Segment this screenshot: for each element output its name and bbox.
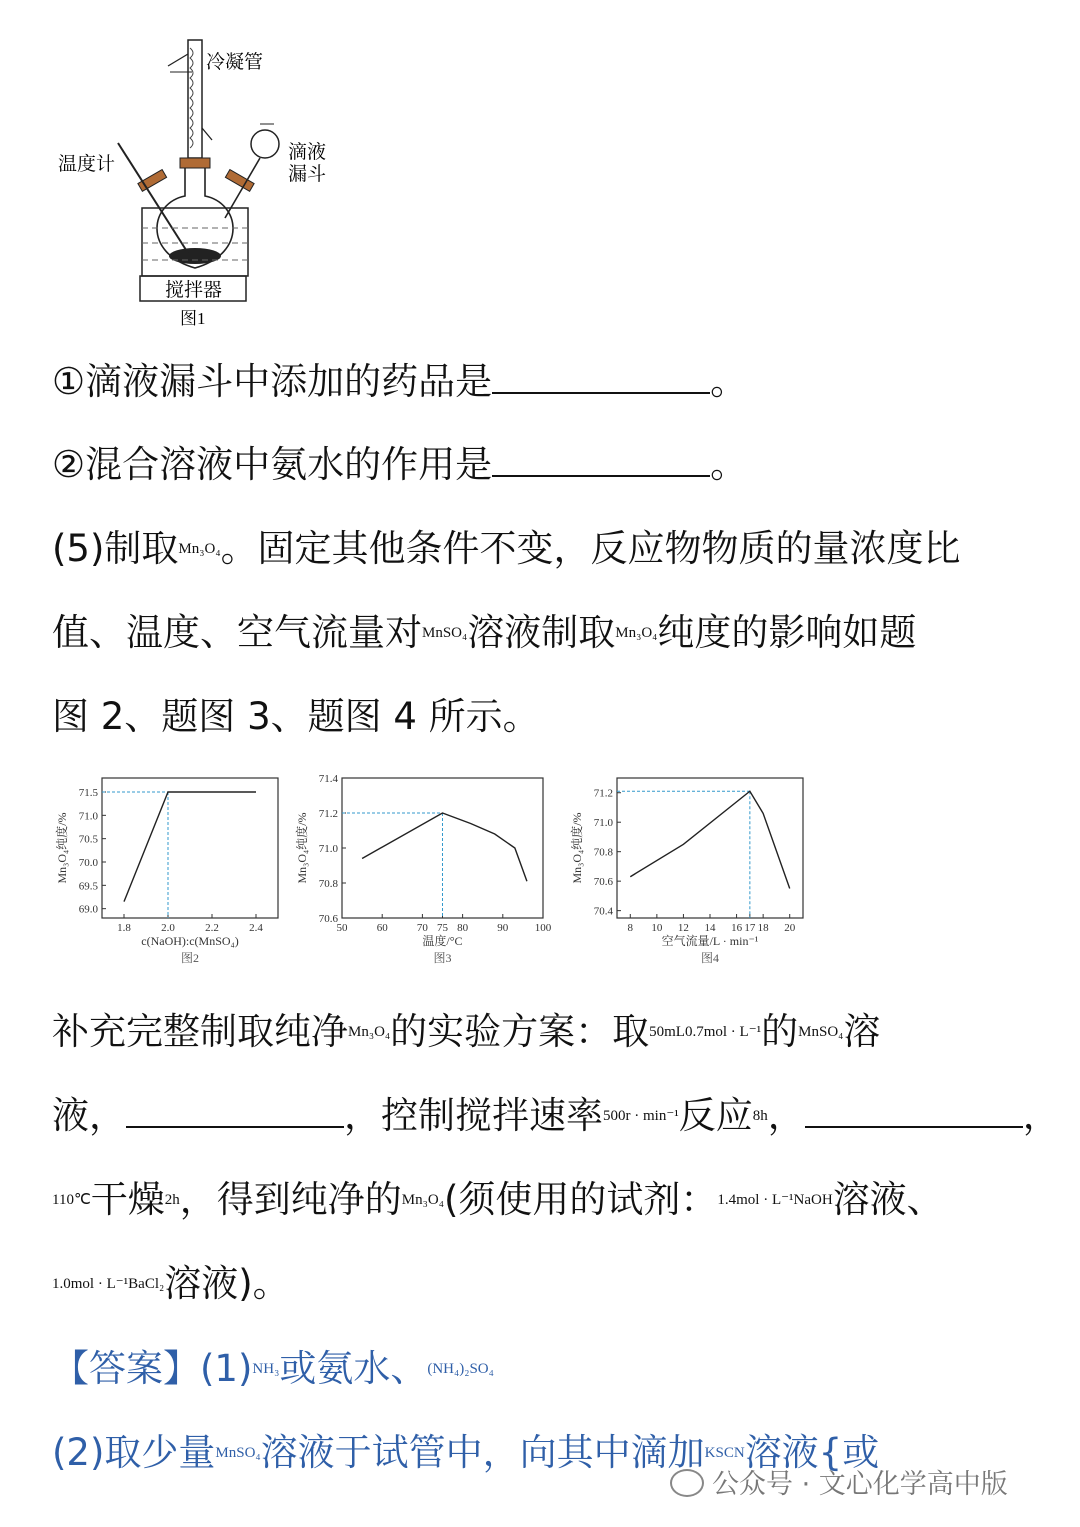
x-axis-label: 温度/°C <box>422 934 463 948</box>
x-tick-label: 20 <box>784 922 796 934</box>
x-tick-label: 100 <box>534 922 552 934</box>
q5-text: 溶液制取 <box>467 611 616 654</box>
q1-answer-blank <box>492 362 710 394</box>
watermark-text: 公众号 · 文心化学高中版 <box>712 1469 1008 1500</box>
funnel-label-2: 漏斗 <box>288 164 327 185</box>
figure-1-caption: 图1 <box>180 309 206 328</box>
formula-mn3o4: Mn₃O₄ <box>401 1192 444 1208</box>
y-tick-label: 70.6 <box>593 876 613 889</box>
dry-time: 2h <box>164 1192 180 1208</box>
x-axis-label: c(NaOH):c(MnSO₄) <box>141 934 239 948</box>
x-tick-label: 80 <box>457 922 469 934</box>
q1-text: ①滴液漏斗中添加的药品是 <box>52 360 493 403</box>
y-tick-label: 71.0 <box>318 843 338 855</box>
q5-line-3 <box>52 695 540 739</box>
q2-text: ②混合溶液中氨水的作用是 <box>52 443 493 486</box>
plan-text: ， <box>767 1094 805 1137</box>
plan-text: ，得到纯净的 <box>179 1178 402 1221</box>
x-tick-label: 75 <box>437 922 448 934</box>
data-series-line <box>630 791 789 888</box>
x-tick-label: 2.4 <box>249 922 263 934</box>
chart-figure-4 <box>565 770 815 970</box>
answer-text: 溶液{或 <box>744 1431 880 1474</box>
answer-text: 溶液于试管中，向其中滴加 <box>260 1431 705 1474</box>
plan-text: (须使用的试剂： <box>443 1178 718 1221</box>
plan-text: 溶液)。 <box>164 1262 290 1305</box>
x-tick-label: 90 <box>497 922 509 934</box>
answer-label: 【答案】(1) <box>52 1347 253 1390</box>
x-tick-label: 60 <box>376 922 388 934</box>
y-tick-label: 71.0 <box>78 810 98 823</box>
reagent-naoh: 1.4mol · L⁻¹NaOH <box>717 1192 833 1208</box>
formula-ammonium-sulfate: (NH₄)₂SO₄ <box>427 1361 494 1377</box>
thermometer-label: 温度计 <box>58 154 116 175</box>
chart-caption: 图2 <box>180 951 200 965</box>
y-tick-label: 70.8 <box>593 846 613 859</box>
x-tick-label: 10 <box>651 922 663 934</box>
watermark <box>670 1462 1008 1501</box>
y-tick-label: 69.0 <box>78 903 98 916</box>
x-tick-label: 17 <box>744 922 756 934</box>
plan-text: ，控制搅拌速率 <box>344 1094 603 1137</box>
plan-line-2 <box>52 1094 1060 1138</box>
chart-caption: 图3 <box>433 951 452 965</box>
q5-text: 。固定其他条件不变，反应物物质的量浓度比 <box>220 527 961 570</box>
plan-text: 的实验方案：取 <box>390 1010 650 1053</box>
formula-kscn: KSCN <box>704 1445 745 1461</box>
plan-blank-2 <box>805 1096 1023 1128</box>
q5-line-2 <box>52 611 916 655</box>
plan-line-3 <box>52 1178 944 1222</box>
y-tick-label: 71.2 <box>318 808 338 820</box>
stirrer-label: 搅拌器 <box>165 280 223 301</box>
chart-figure-3 <box>290 770 555 970</box>
question-2 <box>52 443 747 487</box>
y-tick-label: 71.4 <box>318 773 338 785</box>
reaction-time: 8h <box>752 1108 768 1124</box>
answer-text: (2)取少量 <box>52 1431 216 1474</box>
answer-text: 或氨水、 <box>279 1347 428 1390</box>
x-tick-label: 18 <box>757 922 769 934</box>
q5-text: 图 2、题图 3、题图 4 所示。 <box>52 695 540 738</box>
chart-figure-2 <box>50 770 290 970</box>
q5-text: (5)制取 <box>52 527 179 570</box>
y-tick-label: 70.4 <box>593 905 613 918</box>
y-tick-label: 71.2 <box>593 787 613 800</box>
q5-text: 值、温度、空气流量对 <box>52 611 422 654</box>
plan-text: 溶液、 <box>832 1178 944 1221</box>
condenser-label: 冷凝管 <box>206 52 264 73</box>
formula-mn3o4: Mn₃O₄ <box>178 541 221 557</box>
y-tick-label: 70.8 <box>318 878 338 890</box>
data-series-line <box>362 813 527 881</box>
funnel-label-1: 滴液 <box>288 142 327 163</box>
data-series-line <box>124 792 256 902</box>
x-tick-label: 8 <box>627 922 634 934</box>
plan-text: 干燥 <box>90 1178 165 1221</box>
q5-line-1 <box>52 527 961 571</box>
y-tick-label: 70.5 <box>78 833 98 846</box>
plan-text: 溶 <box>843 1010 881 1053</box>
y-tick-label: 71.5 <box>78 787 98 799</box>
x-tick-label: 12 <box>677 922 689 934</box>
formula-mnso4: MnSO₄ <box>422 625 468 641</box>
x-tick-label: 2.0 <box>161 922 175 934</box>
question-1 <box>52 360 747 404</box>
plan-text: 反应 <box>678 1094 753 1137</box>
formula-mn3o4: Mn₃O₄ <box>615 625 658 641</box>
y-tick-label: 70.6 <box>318 913 338 925</box>
q1-end: 。 <box>710 360 748 403</box>
wechat-icon <box>670 1469 704 1497</box>
q2-end: 。 <box>710 443 748 486</box>
dropping-funnel <box>251 130 279 158</box>
plan-text: 液， <box>52 1094 126 1137</box>
y-tick-label: 71.0 <box>593 817 613 830</box>
plan-line-4 <box>52 1262 290 1306</box>
y-axis-label: Mn₃O₄纯度/% <box>295 812 309 884</box>
reagent-bacl2: 1.0mol · L⁻¹BaCl₂ <box>52 1276 165 1292</box>
x-tick-label: 14 <box>704 922 716 934</box>
formula-nh3: NH₃ <box>252 1361 280 1377</box>
x-tick-label: 2.2 <box>205 922 219 934</box>
formula-mnso4: MnSO₄ <box>215 1445 261 1461</box>
q2-answer-blank <box>492 445 710 477</box>
y-tick-label: 70.0 <box>78 857 98 869</box>
plan-text: 的 <box>761 1010 799 1053</box>
x-tick-label: 50 <box>336 922 348 934</box>
y-axis-label: Mn₃O₄纯度/% <box>55 812 69 884</box>
concentration: 50mL0.7mol · L⁻¹ <box>649 1024 762 1040</box>
plan-text: 补充完整制取纯净 <box>52 1010 348 1053</box>
x-tick-label: 70 <box>416 922 428 934</box>
y-axis-label: Mn₃O₄纯度/% <box>570 812 584 884</box>
chart-caption: 图4 <box>700 951 720 965</box>
q5-text: 纯度的影响如题 <box>657 611 917 654</box>
x-axis-label: 空气流量/L · min⁻¹ <box>661 934 759 948</box>
y-tick-label: 69.5 <box>78 880 98 893</box>
plan-text: ， <box>1022 1094 1060 1137</box>
plot-frame <box>102 778 278 918</box>
dry-temperature: 110℃ <box>52 1192 91 1208</box>
plan-blank-1 <box>126 1096 344 1128</box>
formula-mn3o4: Mn₃O₄ <box>348 1024 391 1040</box>
apparatus-figure <box>50 28 350 333</box>
formula-mnso4: MnSO₄ <box>798 1024 844 1040</box>
x-tick-label: 1.8 <box>117 922 131 934</box>
x-tick-label: 16 <box>731 922 743 934</box>
stir-rate: 500r · min⁻¹ <box>603 1108 679 1124</box>
plan-line-1 <box>52 1010 880 1054</box>
answer-line-1 <box>52 1347 494 1391</box>
